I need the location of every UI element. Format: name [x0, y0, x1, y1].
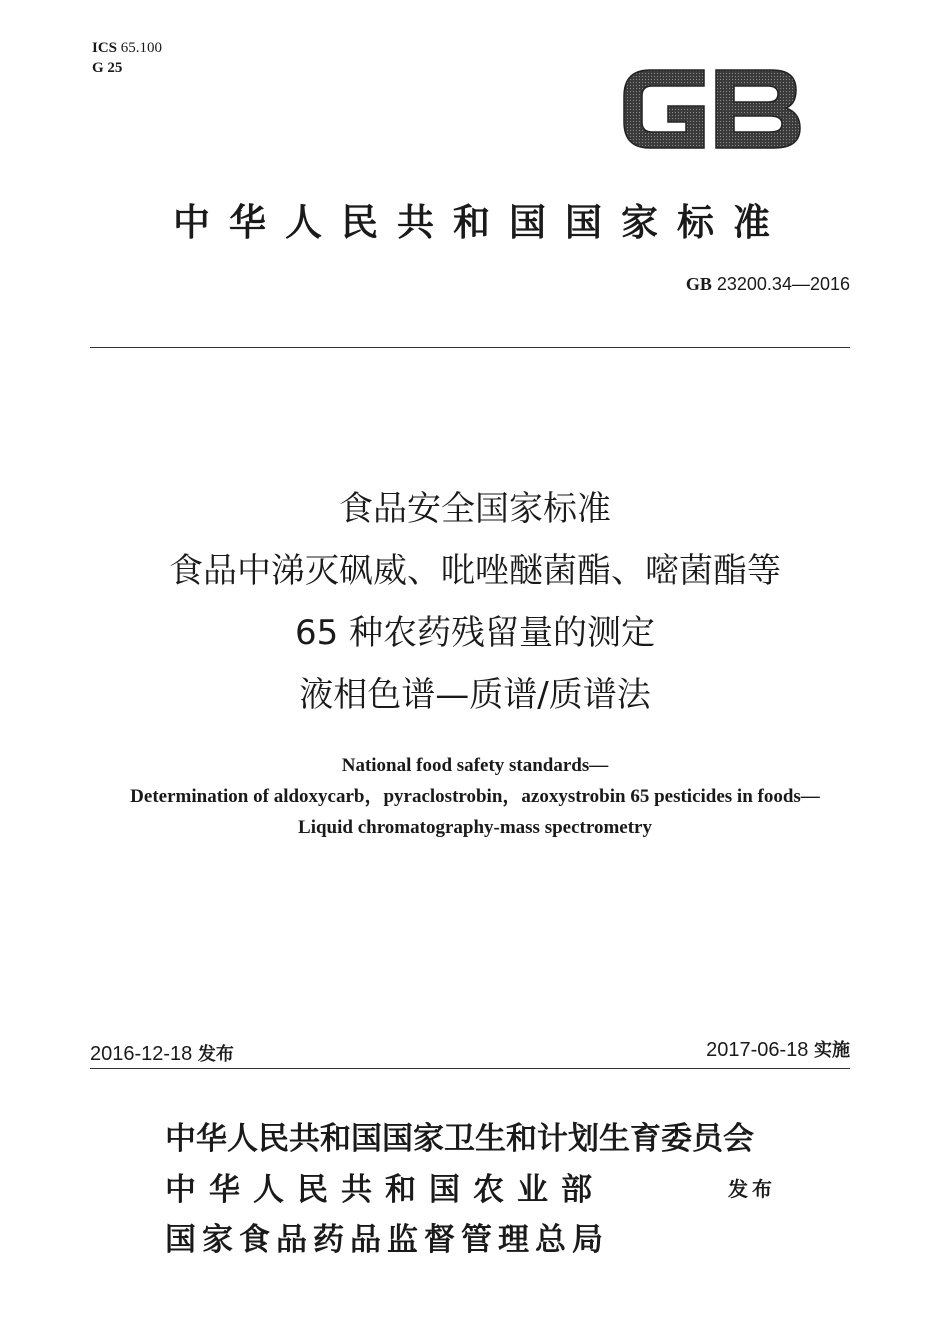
issue-date-value: 2016-12-18: [90, 1043, 193, 1065]
issuer-health-commission: 中华人民共和国国家卫生和计划生育委员会: [165, 1121, 754, 1157]
ics-value: 65.100: [120, 40, 163, 56]
english-title: [0, 750, 950, 843]
english-title-line-2: Determination of aldoxycarb，pyraclostrobin，azoxystrobin 65 pesticides in foods—: [130, 786, 820, 807]
standard-number-value: 23200.34—2016: [716, 274, 850, 294]
issuers-issue-word: 发布: [728, 1177, 776, 1201]
national-standard-title: 中华人民共和国国家标准: [173, 200, 789, 244]
chinese-title-line-4: 液相色谱—质谱/质谱法: [299, 675, 651, 715]
chinese-title-line-1: 食品安全国家标准: [339, 489, 611, 529]
chinese-title-line-3: 65 种农药残留量的测定: [294, 613, 656, 653]
chinese-title-line-2: 食品中涕灭砜威、吡唑醚菌酯、嘧菌酯等: [169, 551, 781, 591]
implementation-date-word: 实施: [814, 1040, 850, 1061]
implementation-date-value: 2017-06-18: [706, 1039, 809, 1061]
logo-letter-g: [624, 70, 704, 148]
english-title-line-3: Liquid chromatography-mass spectrometry: [298, 817, 652, 838]
gb-logo: [620, 60, 805, 156]
issue-date-word: 发布: [197, 1044, 234, 1065]
ics-label: ICS: [92, 40, 118, 56]
classification-block: [92, 38, 162, 78]
issuer-food-drug-administration: 国家食品药品监督管理总局: [165, 1222, 609, 1258]
chinese-title: [0, 478, 950, 726]
standard-number: [686, 274, 850, 295]
english-title-line-1: National food safety standards—: [341, 755, 609, 776]
standard-number-prefix: GB: [685, 274, 712, 294]
top-divider: [90, 347, 850, 348]
ics-line: [92, 38, 162, 58]
implementation-date: [706, 1036, 850, 1062]
issue-date: [90, 1040, 234, 1066]
logo-letter-b: [716, 70, 800, 148]
bottom-divider: [90, 1068, 850, 1069]
ccs-code: G 25: [92, 60, 123, 76]
issuer-ministry-agriculture: 中华人民共和国农业部: [165, 1172, 605, 1208]
